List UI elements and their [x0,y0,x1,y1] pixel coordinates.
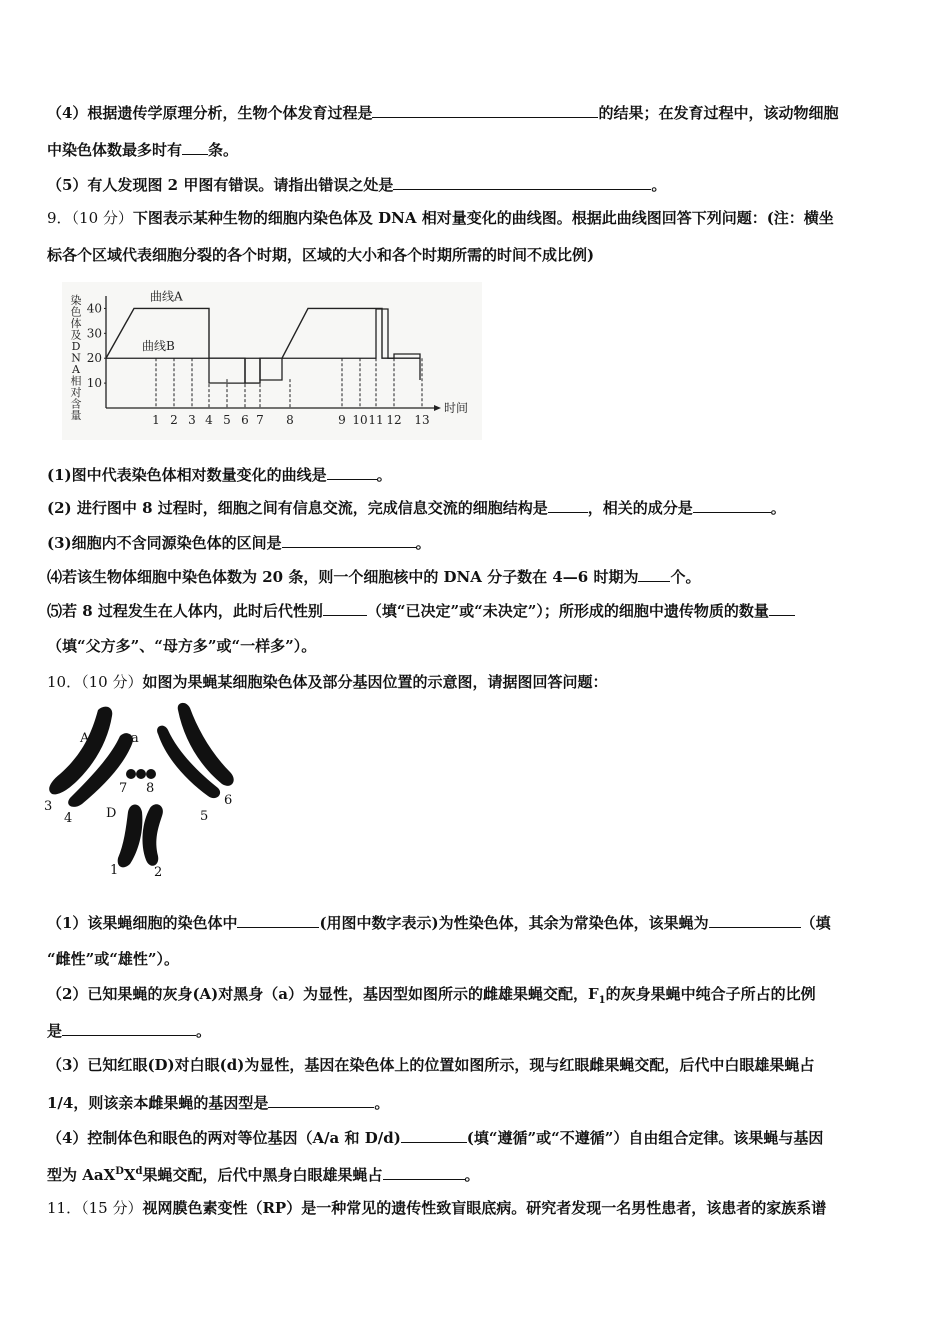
q10-sub3-line1: （3）已知红眼(D)对白眼(d)为显性，基因在染色体上的位置如图所示，现与红眼雌果蝇交配，后代中白眼雄果蝇占 [47,1056,815,1074]
question-score: （15 分） [81,1199,143,1217]
q11-stem: 11．（15 分）视网膜色素变性（RP）是一种常见的遗传性致盲眼底病。研究者发现一名男性患者，该患者的家族系谱 [47,1199,827,1217]
y-axis-label-char: 相 [70,374,82,388]
chromosome-7 [126,769,136,779]
x-tick-label: 2 [170,413,178,427]
answer-blank[interactable] [237,912,319,928]
question-number: 9． [47,209,72,227]
y-tick-label: 30 [86,326,102,341]
answer-blank[interactable] [268,1092,374,1108]
y-axis-label-char: 及 [70,328,82,342]
q9-stem-line2: 标各个区域代表细胞分裂的各个时期，区域的大小和各个时期所需的时间不成比例) [47,246,595,264]
legend-curve-b: 曲线B [142,339,175,354]
x-tick-label: 7 [256,413,264,427]
q10-sub1-line2: “雌性”或“雄性”）。 [47,950,180,968]
q9-sub2: (2) 进行图中 8 过程时，细胞之间有信息交流，完成信息交流的细胞结构是 ，相关的成分是 。 [47,499,786,517]
y-tick-label: 40 [86,301,102,316]
q10-sub3-line2: 1/4，则该亲本雌果蝇的基因型是 。 [47,1094,390,1112]
q9-sub5-line2: （填“父方多”、“母方多”或“一样多”）。 [47,637,317,655]
x-tick-label: 12 [386,413,402,427]
y-axis-label [71,293,82,422]
q10-sub2-line1: （2）已知果蝇的灰身(A)对黑身（a）为显性，基因型如图所示的雌雄果蝇交配，$F_1$的灰身果蝇中纯合子所占的比例 [47,985,816,1006]
x-tick-label: 9 [338,413,346,427]
answer-blank[interactable] [383,1164,465,1180]
answer-blank[interactable] [769,600,795,616]
q10-stem: 10．（10 分）如图为果蝇某细胞染色体及部分基因位置的示意图，请据图回答问题： [47,673,608,691]
answer-blank[interactable] [182,139,208,155]
y-axis-label-char: A [72,363,80,376]
x-tick-label: 8 [286,413,294,427]
q9-sub4: ⑷若该生物体细胞中染色体数为 20 条，则一个细胞核中的 DNA 分子数在 4—6 时期为 个。 [47,568,701,586]
answer-blank[interactable] [638,566,670,582]
legend-curve-a: 曲线A [150,289,183,304]
label-6: 6 [224,793,233,808]
q10-sub4-line2: 型为 $AaX^DX^d$果蝇交配，后代中黑身白眼雄果蝇占 。 [47,1166,480,1184]
chromosome-1 [118,805,143,868]
y-axis-label-char: 染 [70,294,82,307]
q10-sub1-line1: （1）该果蝇细胞的染色体中 (用图中数字表示)为性染色体，其余为常染色体，该果蝇为 （填 [47,914,831,932]
answer-blank[interactable] [548,497,588,513]
answer-blank[interactable] [401,1127,467,1143]
chromosome-2 [143,804,163,865]
answer-blank[interactable] [393,174,651,190]
q10-sub4-line1: （4）控制体色和眼色的两对等位基因（A/a 和 D/d) (填“遵循”或“不遵循”）自由组合定律。该果蝇与基因 [47,1129,824,1147]
chromosome-7-pair [136,769,146,779]
y-axis-label-char: 体 [70,317,82,330]
q8-part5: （5）有人发现图 2 甲图有错误。请指出错误之处是 。 [47,176,667,194]
q8-part4-line1: （4）根据遗传学原理分析，生物个体发育过程是 的结果；在发育过程中，该动物细胞 [47,104,839,122]
y-tick-label: 20 [86,351,102,366]
label-3: 3 [44,799,53,814]
y-axis-label-char: 含 [70,397,82,411]
gene-label-a: a [131,731,139,746]
q10-sub2-line2: 是 。 [47,1022,212,1040]
y-axis-label-char: 量 [70,409,82,422]
y-axis-label-char: N [71,351,81,365]
x-axis-label: 时间 [444,401,469,415]
x-tick-label: 6 [241,413,249,427]
gene-label-A: A [80,731,90,746]
x-tick-label: 5 [223,413,231,427]
x-tick-label: 1 [152,413,160,427]
x-tick-label: 4 [205,413,213,427]
q9-sub5-line1: ⑸若 8 过程发生在人体内，此时后代性别 （填“已决定”或“未决定”）；所形成的细胞中遗传物质的数量 [47,600,795,621]
y-axis-label-char: 色 [70,305,82,319]
x-tick-label: 13 [414,413,430,427]
answer-blank[interactable] [693,497,771,513]
label-7: 7 [119,781,128,796]
x-tick-label: 11 [368,413,384,427]
question-number: 10． [47,673,82,691]
y-tick-label: 10 [86,376,102,391]
label-1: 1 [110,863,119,878]
answer-blank[interactable] [323,600,367,616]
question-score: （10 分） [71,209,133,227]
chromosome-8 [146,769,156,779]
label-8: 8 [146,781,155,796]
x-tick-label: 10 [352,413,368,427]
y-axis-label-char: 对 [70,386,82,399]
label-2: 2 [154,865,163,880]
answer-blank[interactable] [372,102,598,118]
y-axis-label-char: D [71,340,81,353]
label-5: 5 [200,809,209,824]
q9-sub1: (1)图中代表染色体相对数量变化的曲线是 。 [47,466,392,484]
q9-stem-line1: 9．（10 分）下图表示某种生物的细胞内染色体及 DNA 相对量变化的曲线图。根据此曲线图回答下列问题：(注：横坐 [47,209,834,227]
q9-sub3: (3)细胞内不含同源染色体的区间是 。 [47,534,431,552]
answer-blank[interactable] [709,912,801,928]
x-tick-label: 3 [188,413,196,427]
answer-blank[interactable] [62,1020,196,1036]
question-score: （10 分） [81,673,143,691]
fruit-fly-chromosome-figure [40,700,250,882]
q8-part4-line2: 中染色体数最多时有 条。 [47,141,239,159]
answer-blank[interactable] [282,532,416,548]
dna-chromosome-chart [62,282,482,440]
gene-label-D: D [106,806,117,821]
answer-blank[interactable] [327,464,377,480]
label-4: 4 [64,811,73,826]
question-number: 11． [47,1199,82,1217]
